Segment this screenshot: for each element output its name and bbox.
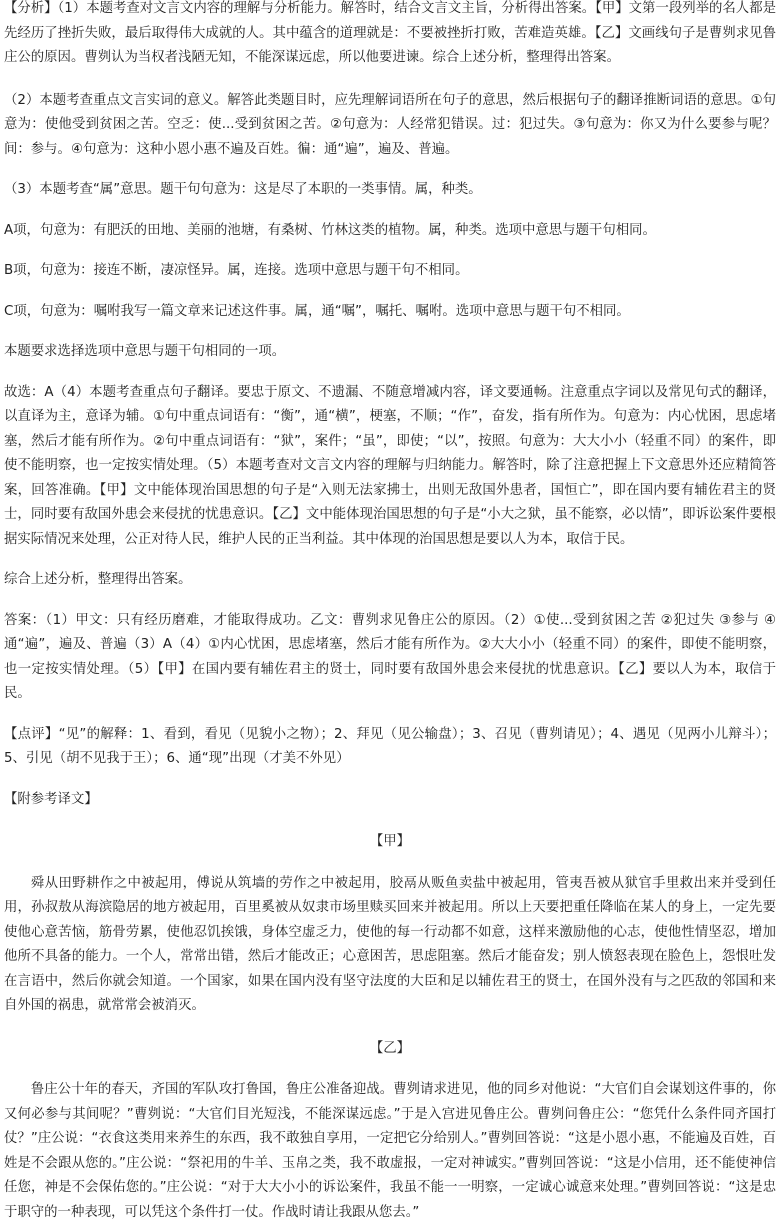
translation-heading: 【附参考译文】 [4, 791, 98, 807]
comment-text: 【点评】“见”的解释：1、看到，看见（见貌小之物）；2、拜见（见公输盘）；3、召见（曹刿请见）；4、遇见（见两小儿辩斗）；5、引见（胡不见我于王）；6、通“现”出现（才美不外见） [4, 726, 776, 766]
option-b-text: B项，句意为：接连不断，凄凉怪异。属，连接。选项中意思与题干句不相同。 [4, 263, 469, 278]
translation-yi-title: 【乙】 [369, 1040, 411, 1056]
analysis-part2: （2）本题考查重点文言实词的意义。解答此类题目时，应先理解词语所在句子的意思，然后根据句子的翻译推断词语的意思。①句意为：使他受到贫困之苦。空乏：使...受到贫困之苦。②句意为：人经常犯错误。过：犯过失。③句意为：你又为什么要参与呢？间：参与。④句意为：这种小恩小惠不遍及百姓。徧：通“遍”，遍及、普遍。 [4, 92, 776, 157]
translation-jia-title: 【甲】 [369, 834, 411, 849]
option-c-text: C项，句意为：嘱咐我写一篇文章来记述这件事。属，通“嘱”，嘱托、嘱咐。选项中意思与题干句不相同。 [4, 303, 630, 319]
analysis-part1: 【分析】（1）本题考查对文言文内容的理解与分析能力。解答时，结合文言文主旨，分析得出答案。【甲】文第一段列举的名人都是先经历了挫折失败，最后取得伟大成就的人。其中蕴含的道理就是：不要被挫折打败，苦难造英雄。【乙】文画线句子是曹刿求见鲁庄公的原因。曹刿认为当权者浅陋无知，不能深谋远虑，所以他要进谏。综合上述分析，整理得出答案。 [4, 1, 776, 65]
analysis-part3: （3）本题考查“属”意思。题干句句意为：这是尽了本职的一类事情。属，种类。 [4, 182, 482, 197]
analysis-part4-5: 故选：A（4）本题考查重点句子翻译。要忠于原文、不遗漏、不随意增减内容，译文要通畅。注意重点字词以及常见句式的翻译，以直译为主，意译为辅。①句中重点词语有：“衡”，通“横”，梗塞，不顺；“作”，奋发，指有所作为。句意为：内心忧困，思虑堵塞，然后才能有所作为。②句中重点词语有：“狱”，案件；“虽”，即使；“以”，按照。句意为：大大小小（轻重不同）的案件，即使不能明察，也一定按实情处理。（5）本题考查对文言文内容的理解与归纳能力。解答时，除了注意把握上下文意思外还应精简答案，回答准确。【甲】文中能体现治国思想的句子是“入则无法家拂士，出则无敌国外患者，国恒亡”，即在国内要有辅佐君主的贤士，同时要有敌国外患会来侵扰的忧患意识。【乙】文中能体现治国思想的句子是“小大之狱，虽不能察，必以情”，即诉讼案件要根据实际情况来处理，公正对待人民，维护人民的正当利益。其中体现的治国思想是要以人为本，取信于民。 [4, 384, 776, 547]
analysis-summary: 综合上述分析，整理得出答案。 [4, 572, 192, 587]
answer-text: 答案：（1）甲文：只有经历磨难，才能取得成功。乙文：曹刿求见鲁庄公的原因。（2）①使...受到贫困之苦 ②犯过失 ③参与 ④通“遍”，遍及、普遍（3）A（4）①内心忧困，思虑堵塞，然后才能有所作为。②大大小小（轻重不同）的案件，即使不能明察，也一定按实情处理。（5）【甲】在国内要有辅佐君主的贤士，同时要有敌国外患会来侵扰的忧患意识。【乙】要以人为本，取信于民。 [4, 612, 776, 701]
translation-jia-text: 舜从田野耕作之中被起用，傅说从筑墙的劳作之中被起用，胶鬲从贩鱼卖盐中被起用，管夷吾被从狱官手里救出来并受到任用，孙叔敖从海滨隐居的地方被起用，百里奚被从奴隶市场里赎买回来并被起用。所以上天要把重任降临在某人的身上，一定先要使他心意苦恼，筋骨劳累，使他忍饥挨饿，身体空虚乏力，使他的每一行动都不如意，这样来激励他的心志，使他性情坚忍，增加他所不具备的能力。一个人，常常出错，然后才能改正；心意困苦，思虑阻塞。然后才能奋发；别人愤怒表现在脸色上，怨恨吐发在言语中，然后你就会知道。一个国家，如果在国内没有坚守法度的大臣和足以辅佐君王的贤士，在国外没有与之匹敌的邻国和来自外国的祸患，就常常会被消灭。 [4, 875, 776, 1013]
question-requirement: 本题要求选择选项中意思与题干句相同的一项。 [4, 344, 286, 359]
option-a-text: A项，句意为：有肥沃的田地、美丽的池塘，有桑树、竹林这类的植物。属，种类。选项中意思与题干句相同。 [4, 222, 656, 238]
translation-yi-text: 鲁庄公十年的春天，齐国的军队攻打鲁国，鲁庄公准备迎战。曹刿请求进见，他的同乡对他说：“大官们自会谋划这件事的，你又何必参与其间呢？”曹刿说：“大官们目光短浅，不能深谋远虑。”于是入宫进见鲁庄公。曹刿问鲁庄公：“您凭什么条件同齐国打仗？”庄公说：“衣食这类用来养生的东西，我不敢独自享用，一定把它分给别人。”曹刿回答说：“这是小恩小惠，不能遍及百姓，百姓是不会跟从您的。”庄公说：“祭祀用的牛羊、玉帛之类，我不敢虚报，一定对神诚实。”曹刿回答说：“这是小信用，还不能使神信任您，神是不会保佑您的。”庄公说：“对于大大小小的诉讼案件，我虽不能一一明察，一定诚心诚意来处理。”曹刿回答说：“这是忠于职守的一种表现，可以凭这个条件打一仗。作战时请让我跟从您去。” [4, 1082, 776, 1220]
